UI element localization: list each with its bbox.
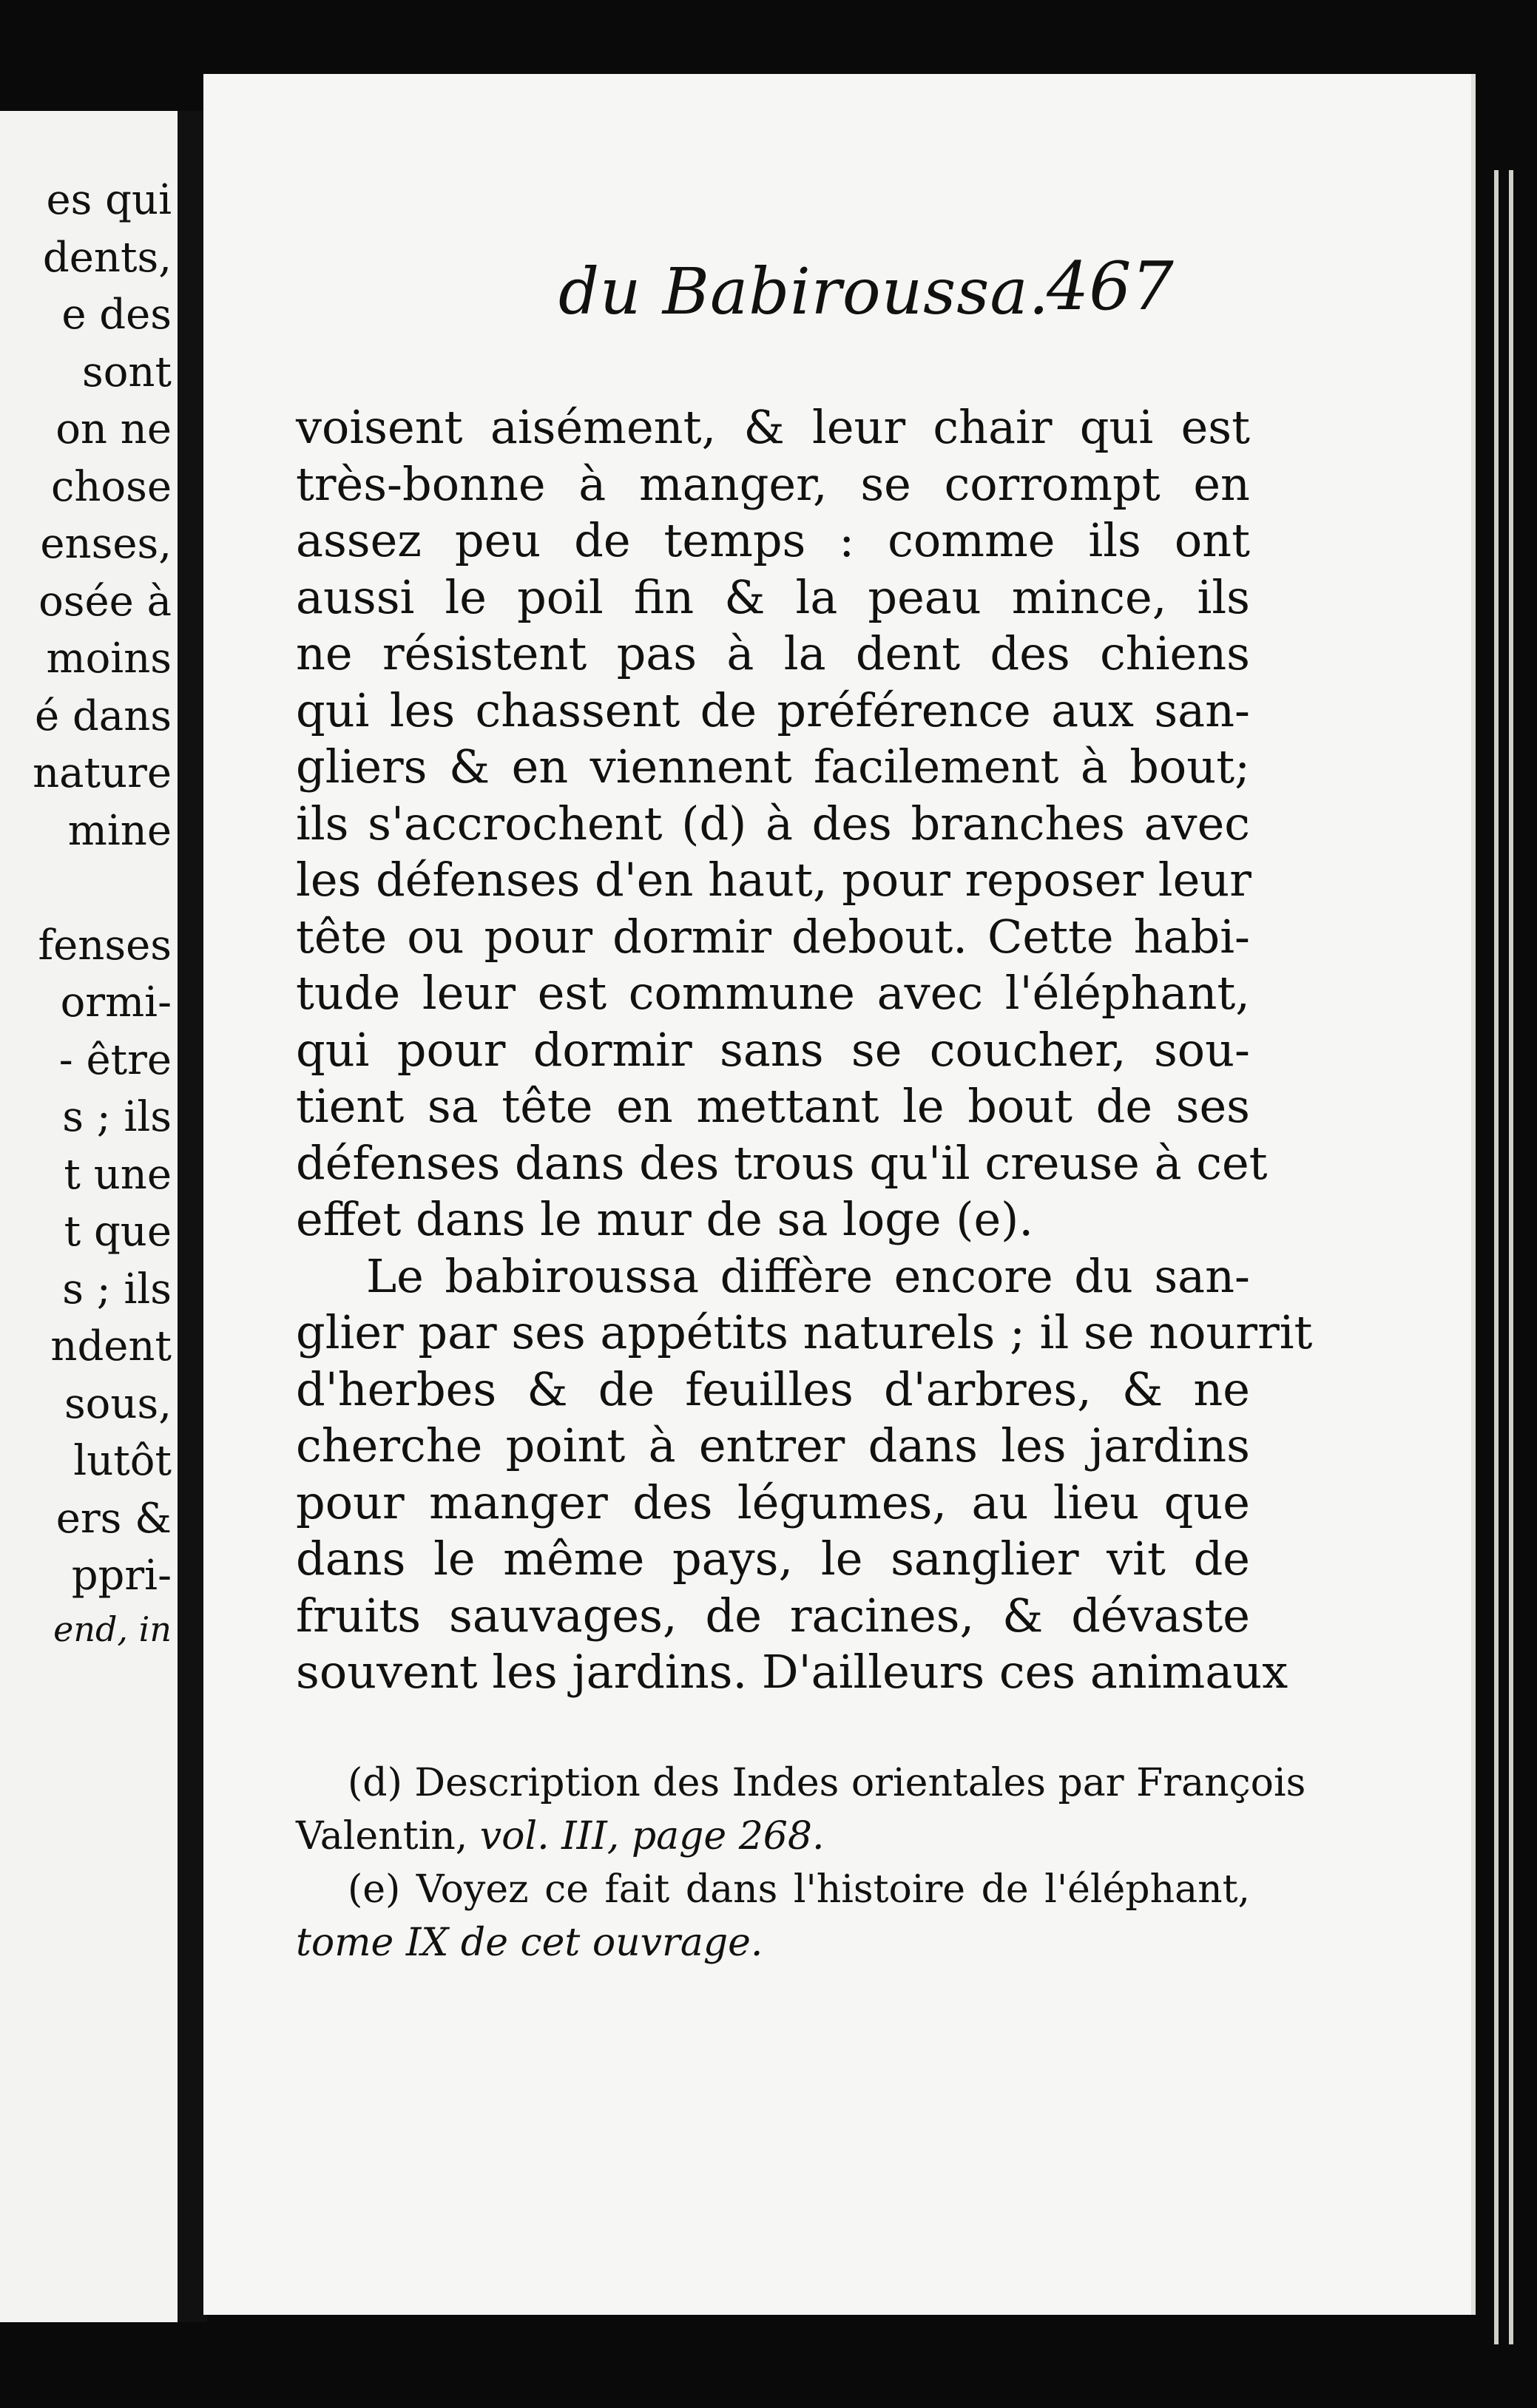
body-line: tient sa tête en mettant le bout de ses [296, 1079, 1250, 1133]
left-page-line: sont [81, 348, 172, 396]
left-page-line: ers & [55, 1494, 172, 1543]
left-page-line: s ; ils [62, 1093, 172, 1141]
left-page-line: on ne [55, 405, 172, 453]
body-line: d'herbes & de feuilles d'arbres, & ne [296, 1362, 1250, 1416]
body-line: Le babiroussa diffère encore du san- [366, 1248, 1250, 1303]
body-line: pour manger des légumes, au lieu que [296, 1475, 1250, 1529]
page-number: 467 [1047, 248, 1174, 325]
left-page-line: ndent [50, 1322, 172, 1370]
footnote-d-ref: vol. III, page 268. [479, 1814, 825, 1859]
left-page-fragment [0, 111, 180, 2322]
body-line: effet dans le mur de sa loge (e). [296, 1192, 1034, 1246]
body-line: très-bonne à manger, se corrompt en [296, 456, 1250, 511]
right-page [203, 74, 1476, 2315]
left-page-line: ppri- [71, 1552, 172, 1600]
page-edge [1494, 170, 1499, 2344]
left-page-line: chose [50, 462, 172, 511]
left-page-line: s ; ils [62, 1265, 172, 1313]
footnote-e-line: (e) Voyez ce fait dans l'histoire de l'éléphant, [348, 1867, 1250, 1912]
body-line: qui les chassent de préférence aux san- [296, 683, 1250, 737]
left-page-line: es qui [46, 176, 172, 224]
body-line: glier par ses appétits naturels ; il se nourrit [296, 1305, 1313, 1359]
body-line: tude leur est commune avec l'éléphant, [296, 966, 1250, 1020]
body-text [296, 399, 1313, 1701]
left-page-line: moins [46, 635, 172, 683]
body-line: qui pour dormir sans se coucher, sou- [296, 1022, 1250, 1077]
body-line: gliers & en viennent facilement à bout; [296, 740, 1250, 794]
left-page-line: ormi- [60, 978, 172, 1027]
body-line: voisent aisément, & leur chair qui est [296, 400, 1250, 454]
body-line: dans le même pays, le sanglier vit de [296, 1532, 1250, 1586]
left-page-line: t que [64, 1208, 172, 1256]
left-page-line: osée à [38, 577, 172, 626]
left-page-line: dents, [42, 233, 172, 282]
body-line: tête ou pour dormir debout. Cette habi- [296, 909, 1250, 964]
footnote-e-line [296, 1916, 1250, 1969]
footnote-e-ref: tome IX de cet ouvrage. [296, 1921, 763, 1965]
left-page-line: end, in [53, 1609, 172, 1649]
left-page-line: lutôt [73, 1437, 172, 1485]
left-page-line: t une [64, 1150, 172, 1199]
left-page-line: - être [58, 1035, 172, 1084]
left-page-line: sous, [64, 1379, 172, 1428]
footnote-d-author: Valentin, [296, 1814, 480, 1859]
body-line: ne résistent pas à la dent des chiens [296, 626, 1250, 680]
left-page-line: e des [61, 291, 172, 339]
body-line: ils s'accrochent (d) à des branches avec [296, 796, 1250, 850]
body-line: fruits sauvages, de racines, & dévaste [296, 1588, 1250, 1643]
left-page-line: fenses [38, 921, 172, 970]
footnote-d-line [296, 1810, 1250, 1863]
body-line: les défenses d'en haut, pour reposer leur [296, 853, 1251, 907]
body-line: assez peu de temps : comme ils ont [296, 513, 1250, 567]
body-line: souvent les jardins. D'ailleurs ces animaux [296, 1645, 1288, 1699]
footnotes [296, 1756, 1306, 1969]
body-line: cherche point à entrer dans les jardins [296, 1418, 1250, 1472]
left-page-line: é dans [35, 691, 172, 740]
body-line: défenses dans des trous qu'il creuse à cet [296, 1135, 1268, 1190]
body-line: aussi le poil fin & la peau mince, ils [296, 569, 1250, 624]
left-page-line: enses, [40, 520, 172, 568]
left-page-line: nature [33, 749, 172, 797]
footnote-d-line: (d) Description des Indes orientales par François [348, 1761, 1306, 1805]
running-title: du Babiroussa. [558, 255, 1050, 329]
left-page-line: mine [67, 806, 172, 855]
running-head [203, 248, 1476, 336]
book-gutter [178, 111, 207, 2322]
page-edge [1509, 170, 1513, 2344]
